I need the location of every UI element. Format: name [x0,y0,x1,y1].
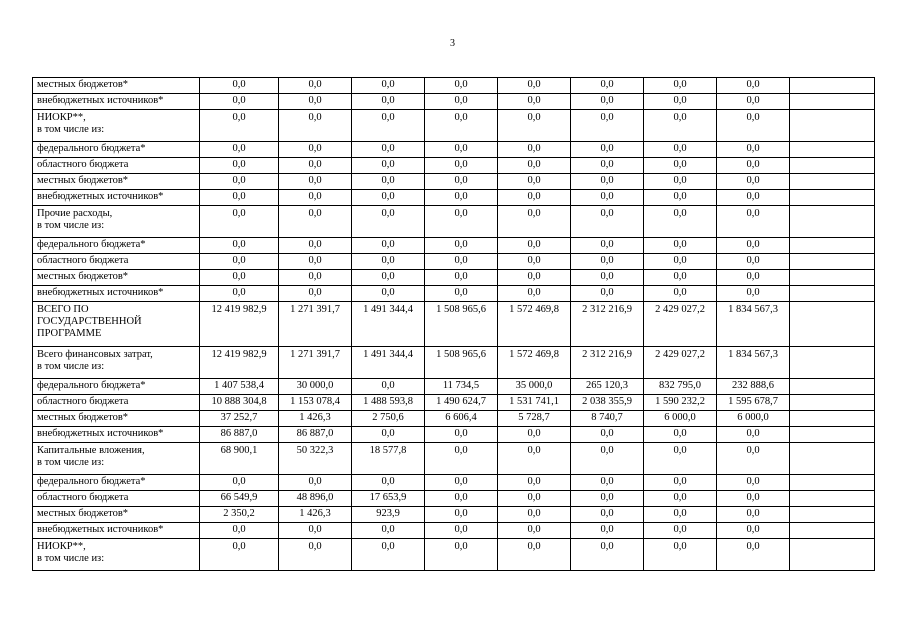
value-cell: 832 795,0 [644,379,717,395]
empty-cell [790,78,875,94]
row-label [33,286,200,302]
value-cell: 0,0 [200,539,279,571]
value-cell: 5 728,7 [498,411,571,427]
value-cell: 1 490 624,7 [425,395,498,411]
value-cell: 86 887,0 [200,427,279,443]
empty-cell [790,523,875,539]
value-cell: 0,0 [425,174,498,190]
value-cell: 0,0 [717,94,790,110]
row-label [33,190,200,206]
value-cell: 0,0 [425,475,498,491]
table-row [33,254,875,270]
value-cell: 0,0 [717,286,790,302]
row-label-line: федерального бюджета* [37,380,146,391]
value-cell: 1 508 965,6 [425,302,498,347]
value-cell: 1 153 078,4 [279,395,352,411]
empty-cell [790,347,875,379]
empty-cell [790,286,875,302]
value-cell: 0,0 [717,110,790,142]
row-label-line: в том числе из: [37,124,105,135]
value-cell: 0,0 [644,254,717,270]
row-label [33,491,200,507]
value-cell: 0,0 [644,110,717,142]
row-label [33,443,200,475]
value-cell: 0,0 [352,475,425,491]
value-cell: 0,0 [644,142,717,158]
value-cell: 0,0 [425,158,498,174]
row-label-line: Капитальные вложения, [37,445,145,456]
value-cell: 0,0 [200,110,279,142]
row-label [33,523,200,539]
empty-cell [790,491,875,507]
value-cell: 923,9 [352,507,425,523]
value-cell: 0,0 [498,238,571,254]
table-row [33,347,875,379]
table-row [33,539,875,571]
value-cell: 0,0 [498,142,571,158]
value-cell: 0,0 [352,427,425,443]
value-cell: 6 000,0 [717,411,790,427]
value-cell: 0,0 [571,174,644,190]
row-label-line: внебюджетных источников* [37,287,164,298]
value-cell: 50 322,3 [279,443,352,475]
value-cell: 2 038 355,9 [571,395,644,411]
value-cell: 0,0 [425,443,498,475]
row-label-line: местных бюджетов* [37,271,129,282]
row-label-line: местных бюджетов* [37,79,129,90]
value-cell: 0,0 [644,443,717,475]
empty-cell [790,254,875,270]
row-label-line: ПРОГРАММЕ [37,328,102,339]
value-cell: 0,0 [571,427,644,443]
row-label-line: в том числе из: [37,220,105,231]
table-row [33,142,875,158]
empty-cell [790,507,875,523]
value-cell: 0,0 [352,190,425,206]
value-cell: 0,0 [717,475,790,491]
row-label-line: местных бюджетов* [37,175,129,186]
value-cell: 0,0 [571,142,644,158]
empty-cell [790,270,875,286]
value-cell: 0,0 [352,523,425,539]
row-label [33,94,200,110]
value-cell: 0,0 [279,206,352,238]
value-cell: 0,0 [571,158,644,174]
value-cell: 0,0 [425,507,498,523]
value-cell: 0,0 [279,475,352,491]
row-label-line: областного бюджета [37,159,129,170]
value-cell: 0,0 [425,142,498,158]
row-label [33,302,200,347]
value-cell: 0,0 [200,254,279,270]
row-label [33,78,200,94]
value-cell: 0,0 [717,206,790,238]
table-row [33,110,875,142]
value-cell: 0,0 [717,443,790,475]
empty-cell [790,94,875,110]
value-cell: 0,0 [498,206,571,238]
value-cell: 18 577,8 [352,443,425,475]
value-cell: 1 595 678,7 [717,395,790,411]
row-label [33,238,200,254]
row-label-line: местных бюджетов* [37,508,129,519]
row-label [33,507,200,523]
row-label-line: федерального бюджета* [37,239,146,250]
budget-table [32,77,875,571]
value-cell: 0,0 [571,78,644,94]
row-label-line: Всего финансовых затрат, [37,349,153,360]
value-cell: 0,0 [644,238,717,254]
value-cell: 0,0 [571,190,644,206]
table-row [33,78,875,94]
row-label [33,411,200,427]
value-cell: 6 606,4 [425,411,498,427]
table-row [33,395,875,411]
empty-cell [790,539,875,571]
value-cell: 0,0 [644,190,717,206]
empty-cell [790,427,875,443]
value-cell: 0,0 [644,206,717,238]
value-cell: 0,0 [425,286,498,302]
value-cell: 0,0 [279,523,352,539]
table-row [33,238,875,254]
value-cell: 0,0 [425,254,498,270]
table-row [33,427,875,443]
row-label-line: внебюджетных источников* [37,191,164,202]
value-cell: 0,0 [425,78,498,94]
value-cell: 0,0 [352,142,425,158]
value-cell: 0,0 [571,475,644,491]
empty-cell [790,206,875,238]
value-cell: 0,0 [498,158,571,174]
value-cell: 0,0 [352,158,425,174]
row-label-line: внебюджетных источников* [37,95,164,106]
row-label [33,475,200,491]
value-cell: 0,0 [498,190,571,206]
value-cell: 0,0 [498,475,571,491]
value-cell: 0,0 [717,539,790,571]
row-label [33,142,200,158]
value-cell: 1 271 391,7 [279,347,352,379]
value-cell: 2 750,6 [352,411,425,427]
value-cell: 0,0 [571,286,644,302]
value-cell: 0,0 [200,475,279,491]
value-cell: 0,0 [717,270,790,286]
row-label-line: ГОСУДАРСТВЕННОЙ [37,316,142,327]
value-cell: 0,0 [498,443,571,475]
row-label-line: в том числе из: [37,553,105,564]
value-cell: 0,0 [279,254,352,270]
value-cell: 0,0 [425,110,498,142]
value-cell: 0,0 [425,190,498,206]
empty-cell [790,475,875,491]
value-cell: 0,0 [498,94,571,110]
row-label [33,270,200,286]
value-cell: 1 834 567,3 [717,347,790,379]
value-cell: 0,0 [279,78,352,94]
value-cell: 1 491 344,4 [352,347,425,379]
value-cell: 0,0 [644,491,717,507]
row-label [33,110,200,142]
value-cell: 0,0 [717,491,790,507]
value-cell: 0,0 [425,523,498,539]
row-label-line: внебюджетных источников* [37,524,164,535]
value-cell: 48 896,0 [279,491,352,507]
value-cell: 265 120,3 [571,379,644,395]
value-cell: 12 419 982,9 [200,347,279,379]
value-cell: 86 887,0 [279,427,352,443]
value-cell: 1 590 232,2 [644,395,717,411]
value-cell: 0,0 [717,427,790,443]
value-cell: 66 549,9 [200,491,279,507]
page-number: 3 [450,38,455,49]
value-cell: 0,0 [571,206,644,238]
value-cell: 0,0 [644,475,717,491]
value-cell: 0,0 [425,270,498,286]
value-cell: 30 000,0 [279,379,352,395]
value-cell: 0,0 [717,238,790,254]
value-cell: 0,0 [279,270,352,286]
row-label-line: областного бюджета [37,255,129,266]
value-cell: 0,0 [571,94,644,110]
value-cell: 2 429 027,2 [644,347,717,379]
value-cell: 0,0 [279,238,352,254]
value-cell: 0,0 [279,539,352,571]
value-cell: 0,0 [352,110,425,142]
row-label-line: в том числе из: [37,457,105,468]
value-cell: 0,0 [571,254,644,270]
value-cell: 0,0 [717,158,790,174]
row-label-line: внебюджетных источников* [37,428,164,439]
value-cell: 1 531 741,1 [498,395,571,411]
value-cell: 17 653,9 [352,491,425,507]
value-cell: 0,0 [352,286,425,302]
value-cell: 0,0 [279,174,352,190]
value-cell: 1 491 344,4 [352,302,425,347]
value-cell: 0,0 [571,238,644,254]
row-label-line: НИОКР**, [37,541,86,552]
value-cell: 0,0 [498,110,571,142]
value-cell: 2 312 216,9 [571,347,644,379]
row-label [33,539,200,571]
value-cell: 0,0 [498,539,571,571]
value-cell: 0,0 [498,507,571,523]
row-label [33,395,200,411]
value-cell: 0,0 [571,507,644,523]
value-cell: 0,0 [644,427,717,443]
empty-cell [790,443,875,475]
value-cell: 0,0 [425,206,498,238]
value-cell: 11 734,5 [425,379,498,395]
value-cell: 0,0 [425,491,498,507]
row-label-line: в том числе из: [37,361,105,372]
value-cell: 0,0 [717,78,790,94]
value-cell: 0,0 [425,238,498,254]
value-cell: 0,0 [352,238,425,254]
value-cell: 0,0 [571,539,644,571]
value-cell: 2 312 216,9 [571,302,644,347]
value-cell: 0,0 [644,539,717,571]
value-cell: 8 740,7 [571,411,644,427]
value-cell: 6 000,0 [644,411,717,427]
value-cell: 0,0 [352,379,425,395]
value-cell: 0,0 [644,78,717,94]
table-row [33,411,875,427]
table-row [33,270,875,286]
table-row [33,443,875,475]
value-cell: 12 419 982,9 [200,302,279,347]
value-cell: 0,0 [498,174,571,190]
value-cell: 1 426,3 [279,507,352,523]
value-cell: 1 426,3 [279,411,352,427]
value-cell: 0,0 [279,142,352,158]
table-row [33,190,875,206]
empty-cell [790,395,875,411]
value-cell: 0,0 [352,270,425,286]
row-label [33,347,200,379]
value-cell: 0,0 [717,174,790,190]
table-row [33,491,875,507]
value-cell: 0,0 [644,94,717,110]
value-cell: 0,0 [498,78,571,94]
row-label-line: федерального бюджета* [37,476,146,487]
row-label-line: областного бюджета [37,492,129,503]
value-cell: 0,0 [352,539,425,571]
value-cell: 0,0 [571,491,644,507]
table-row [33,523,875,539]
value-cell: 68 900,1 [200,443,279,475]
value-cell: 0,0 [717,142,790,158]
value-cell: 0,0 [279,286,352,302]
value-cell: 1 488 593,8 [352,395,425,411]
row-label [33,158,200,174]
value-cell: 0,0 [571,443,644,475]
value-cell: 10 888 304,8 [200,395,279,411]
row-label-line: местных бюджетов* [37,412,129,423]
empty-cell [790,379,875,395]
value-cell: 0,0 [644,507,717,523]
value-cell: 0,0 [571,110,644,142]
empty-cell [790,110,875,142]
table-row [33,94,875,110]
value-cell: 0,0 [498,427,571,443]
table-row [33,475,875,491]
value-cell: 0,0 [200,270,279,286]
row-label [33,427,200,443]
value-cell: 0,0 [571,523,644,539]
value-cell: 0,0 [352,254,425,270]
value-cell: 1 271 391,7 [279,302,352,347]
value-cell: 0,0 [498,491,571,507]
value-cell: 35 000,0 [498,379,571,395]
table-row [33,507,875,523]
table-row [33,206,875,238]
value-cell: 0,0 [644,270,717,286]
value-cell: 0,0 [717,190,790,206]
value-cell: 1 834 567,3 [717,302,790,347]
value-cell: 0,0 [200,158,279,174]
row-label-line: федерального бюджета* [37,143,146,154]
value-cell: 0,0 [717,507,790,523]
value-cell: 0,0 [200,174,279,190]
value-cell: 0,0 [200,238,279,254]
empty-cell [790,174,875,190]
value-cell: 0,0 [352,94,425,110]
value-cell: 0,0 [571,270,644,286]
row-label [33,206,200,238]
value-cell: 0,0 [200,78,279,94]
empty-cell [790,238,875,254]
row-label [33,379,200,395]
value-cell: 0,0 [644,523,717,539]
value-cell: 2 429 027,2 [644,302,717,347]
empty-cell [790,411,875,427]
empty-cell [790,158,875,174]
value-cell: 0,0 [200,142,279,158]
value-cell: 0,0 [498,523,571,539]
value-cell: 0,0 [717,523,790,539]
row-label-line: областного бюджета [37,396,129,407]
row-label [33,254,200,270]
row-label-line: НИОКР**, [37,112,86,123]
value-cell: 0,0 [200,206,279,238]
value-cell: 0,0 [498,254,571,270]
table-row [33,158,875,174]
value-cell: 0,0 [352,78,425,94]
value-cell: 0,0 [279,158,352,174]
row-label-line: Прочие расходы, [37,208,113,219]
value-cell: 0,0 [717,254,790,270]
value-cell: 37 252,7 [200,411,279,427]
value-cell: 0,0 [352,206,425,238]
empty-cell [790,302,875,347]
value-cell: 0,0 [279,94,352,110]
value-cell: 2 350,2 [200,507,279,523]
value-cell: 0,0 [644,174,717,190]
value-cell: 0,0 [200,190,279,206]
table-row [33,302,875,347]
value-cell: 0,0 [200,286,279,302]
value-cell: 1 572 469,8 [498,302,571,347]
value-cell: 0,0 [644,158,717,174]
value-cell: 0,0 [200,523,279,539]
empty-cell [790,142,875,158]
row-label [33,174,200,190]
value-cell: 0,0 [200,94,279,110]
value-cell: 0,0 [498,270,571,286]
value-cell: 0,0 [425,427,498,443]
value-cell: 0,0 [352,174,425,190]
value-cell: 1 407 538,4 [200,379,279,395]
value-cell: 1 508 965,6 [425,347,498,379]
value-cell: 1 572 469,8 [498,347,571,379]
table-row [33,286,875,302]
value-cell: 0,0 [425,539,498,571]
value-cell: 0,0 [279,190,352,206]
value-cell: 0,0 [644,286,717,302]
table-row [33,379,875,395]
value-cell: 0,0 [279,110,352,142]
row-label-line: ВСЕГО ПО [37,304,89,315]
value-cell: 232 888,6 [717,379,790,395]
value-cell: 0,0 [498,286,571,302]
value-cell: 0,0 [425,94,498,110]
table-row [33,174,875,190]
empty-cell [790,190,875,206]
